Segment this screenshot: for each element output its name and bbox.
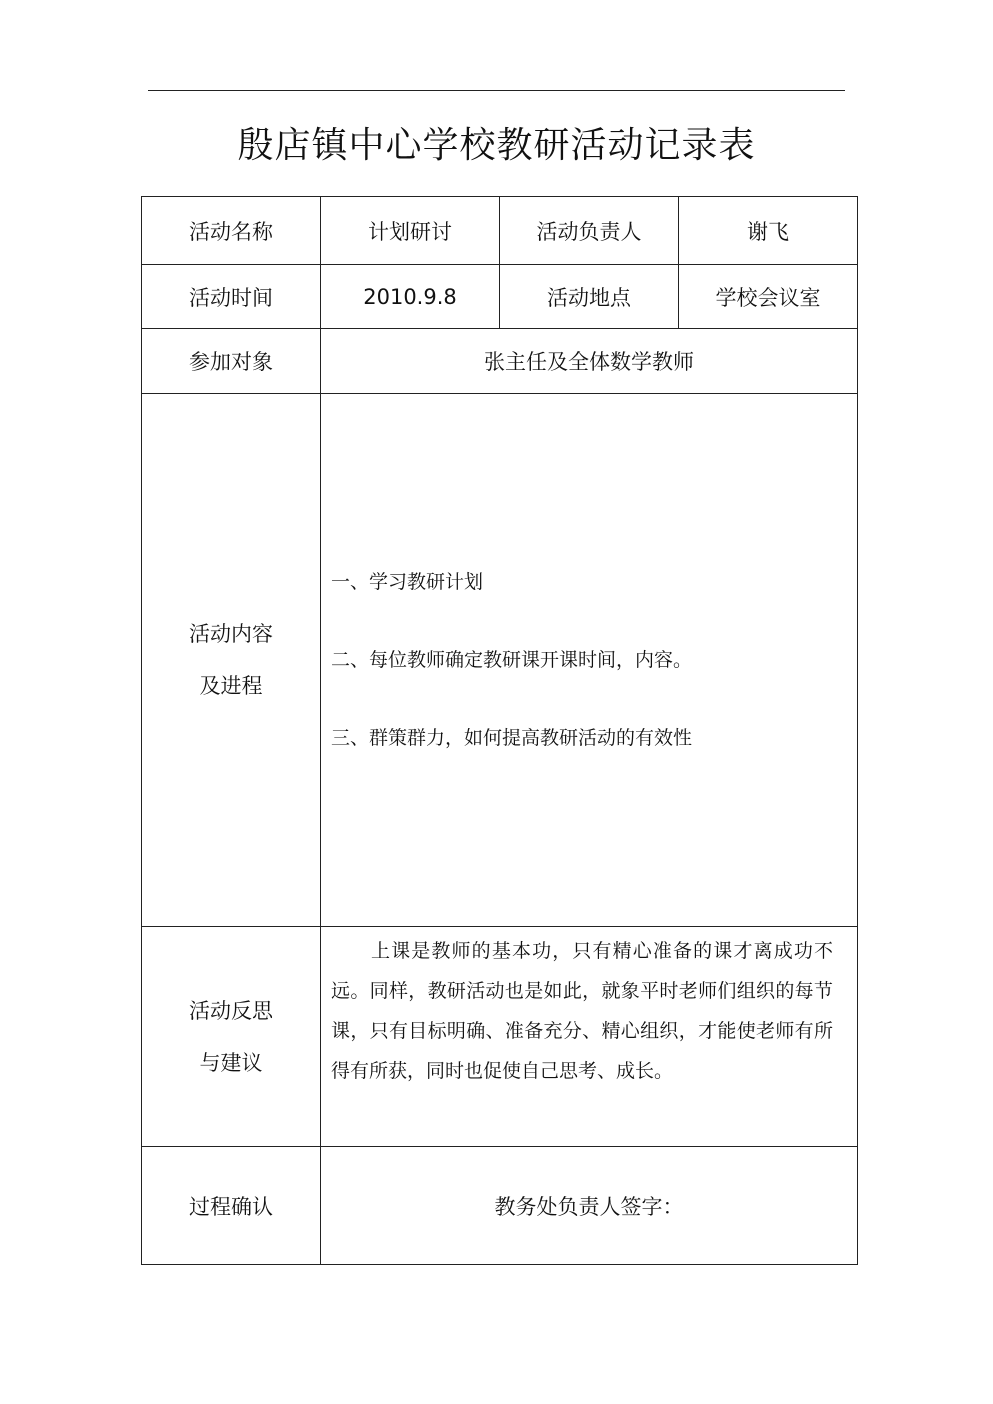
reflection-label — [142, 927, 321, 1147]
row-time-location — [142, 265, 858, 329]
confirm-label: 过程确认 — [142, 1147, 321, 1265]
row-activity-name — [142, 197, 858, 265]
responsible-label: 活动负责人 — [500, 197, 679, 265]
content-cell — [321, 394, 858, 927]
document-title: 殷店镇中心学校教研活动记录表 — [237, 125, 756, 166]
row-confirm — [142, 1147, 858, 1265]
header-rule — [148, 90, 845, 91]
reflection-cell — [321, 927, 858, 1147]
content-label-line1: 活动内容 — [189, 622, 273, 646]
activity-record-table — [141, 196, 858, 1265]
participants-label: 参加对象 — [142, 329, 321, 394]
reflection-label-line1: 活动反思 — [189, 998, 273, 1023]
participants-value: 张主任及全体数学教师 — [321, 329, 858, 394]
row-content — [142, 394, 858, 927]
location-label: 活动地点 — [500, 265, 679, 329]
content-item: 二、每位教师确定教研课开课时间，内容。 — [331, 649, 693, 671]
activity-name-value: 计划研讨 — [321, 197, 500, 265]
content-item: 三、群策群力，如何提高教研活动的有效性 — [331, 727, 693, 749]
time-value: 2010.9.8 — [321, 265, 500, 329]
reflection-text: 上课是教师的基本功，只有精心准备的课才离成功不远。同样，教研活动也是如此，就象平时老师们组织的每节课，只有目标明确、准备充分、精心组织，才能使老师有所得有所获，同时也促使自己思考、成长。 — [331, 940, 833, 1082]
content-label — [142, 394, 321, 927]
content-item: 一、学习教研计划 — [331, 571, 484, 593]
responsible-value: 谢飞 — [679, 197, 858, 265]
activity-name-label: 活动名称 — [142, 197, 321, 265]
location-value: 学校会议室 — [679, 265, 858, 329]
reflection-label-line2: 与建议 — [199, 1050, 263, 1075]
content-label-line2: 及进程 — [199, 674, 263, 698]
time-label: 活动时间 — [142, 265, 321, 329]
row-reflection — [142, 927, 858, 1147]
confirm-value: 教务处负责人签字： — [321, 1147, 858, 1265]
row-participants — [142, 329, 858, 394]
